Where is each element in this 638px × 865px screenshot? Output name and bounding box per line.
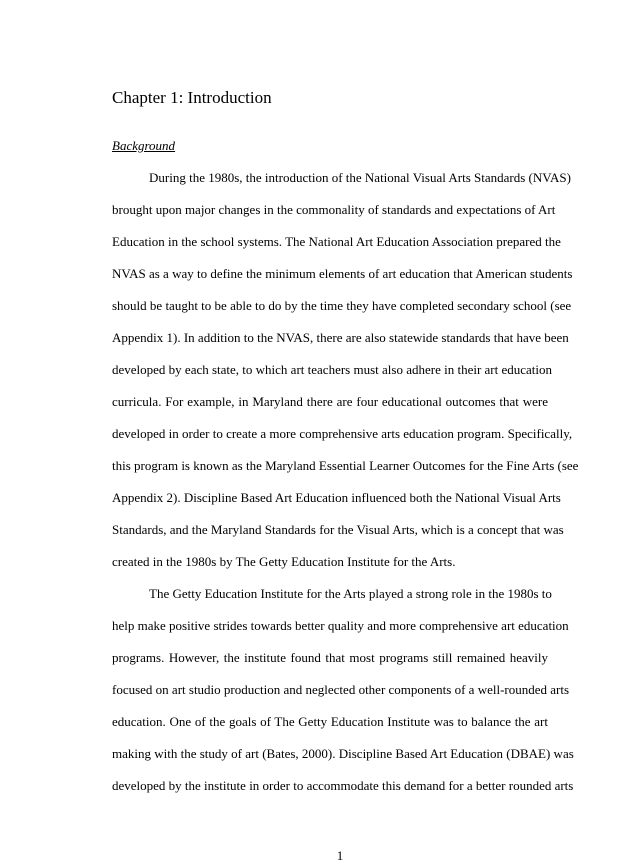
text-line: created in the 1980s by The Getty Education Institute for the Arts. (112, 554, 456, 569)
text-line: developed in order to create a more comprehensive arts education program. Specifically, (112, 426, 573, 441)
text-line: developed by each state, to which art teachers must also adhere in their art education (112, 362, 553, 377)
text-line: NVAS as a way to define the minimum elements of art education that American students (112, 266, 573, 281)
text-line: should be taught to be able to do by the time they have completed secondary school (see (112, 298, 572, 313)
text-line: this program is known as the Maryland Essential Learner Outcomes for the Fine Arts (see (112, 458, 579, 473)
text-line: Standards, and the Maryland Standards for the Visual Arts, which is a concept that was (112, 522, 564, 537)
text-line: developed by the institute in order to accommodate this demand for a better rounded arts (112, 778, 574, 793)
text-line: curricula. For example, in Maryland there are four educational outcomes that were (112, 394, 548, 409)
text-line: Education in the school systems. The National Art Education Association prepared the (112, 234, 561, 249)
text-line: education. One of the goals of The Getty Education Institute was to balance the art (112, 714, 548, 729)
page-number: 1 (336, 848, 344, 863)
text-line: making with the study of art (Bates, 2000). Discipline Based Art Education (DBAE) was (112, 746, 574, 761)
text-line: brought upon major changes in the commonality of standards and expectations of Art (112, 202, 556, 217)
text-line: focused on art studio production and neglected other components of a well-rounded arts (112, 682, 570, 697)
text-line: programs. However, the institute found that most programs still remained heavily (112, 650, 548, 665)
text-line: help make positive strides towards better quality and more comprehensive art education (112, 618, 569, 633)
section-heading: Background (112, 138, 176, 153)
text-line: The Getty Education Institute for the Arts played a strong role in the 1980s to (149, 586, 552, 601)
text-line: Appendix 1). In addition to the NVAS, there are also statewide standards that have been (112, 330, 569, 345)
text-line: During the 1980s, the introduction of the National Visual Arts Standards (NVAS) (149, 170, 571, 185)
text-line: Appendix 2). Discipline Based Art Education influenced both the National Visual Arts (112, 490, 561, 505)
chapter-title: Chapter 1: Introduction (112, 88, 272, 107)
